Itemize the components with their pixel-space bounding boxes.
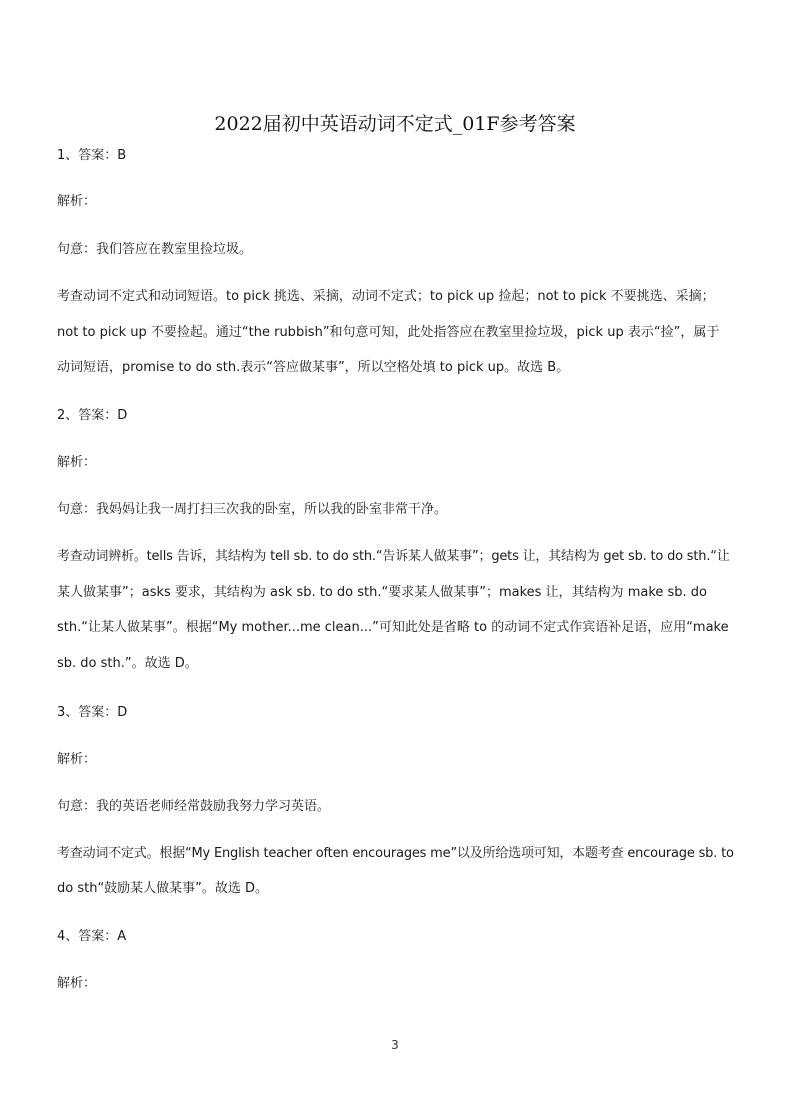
explanation-1-line-1: 考查动词不定式和动词短语。to pick 挑选、采摘，动词不定式；to pick up 捡起；not to pick 不要挑选、采摘； [57, 289, 715, 304]
meaning-1: 句意：我们答应在教室里捡垃圾。 [57, 242, 253, 257]
explanation-2-line-4: sb. do sth.”。故选 D。 [57, 656, 198, 671]
answer-line-1: 1、答案：B [57, 148, 127, 163]
answer-line-4: 4、答案：A [57, 929, 127, 944]
explanation-2-line-2: 某人做某事”；asks 要求，其结构为 ask sb. to do sth.“要求某人做某事”；makes 让，其结构为 make sb. do [57, 585, 708, 600]
answer-line-3: 3、答案：D [57, 705, 128, 720]
explanation-2-line-1: 考查动词辨析。tells 告诉，其结构为 tell sb. to do sth.“告诉某人做某事”；gets 让，其结构为 get sb. to do sth.“让 [57, 549, 730, 564]
analysis-label-2: 解析： [57, 455, 97, 470]
explanation-1-line-3: 动词短语，promise to do sth.表示“答应做某事”，所以空格处填 to pick up。故选 B。 [57, 360, 570, 375]
explanation-3-line-2: do sth“鼓励某人做某事”。故选 D。 [57, 881, 269, 896]
meaning-3: 句意：我的英语老师经常鼓励我努力学习英语。 [57, 799, 331, 814]
explanation-1-line-2: not to pick up 不要捡起。通过“the rubbish”和句意可知，此处指答应在教室里捡垃圾，pick up 表示“捡”，属于 [57, 325, 720, 340]
analysis-label-3: 解析： [57, 752, 97, 767]
answer-line-2: 2、答案：D [57, 408, 128, 423]
document-title: 2022届初中英语动词不定式_01F参考答案 [214, 113, 576, 135]
explanation-2-line-3: sth.“让某人做某事”。根据“My mother...me clean...”可知此处是省略 to 的动词不定式作宾语补足语，应用“make [57, 620, 729, 635]
meaning-2: 句意：我妈妈让我一周打扫三次我的卧室，所以我的卧室非常干净。 [57, 502, 448, 517]
analysis-label-4: 解析： [57, 976, 97, 991]
explanation-3-line-1: 考查动词不定式。根据“My English teacher often encourages me”以及所给选项可知，本题考查 encourage sb. to [57, 846, 734, 861]
page-number: 3 [391, 1038, 399, 1052]
analysis-label-1: 解析： [57, 194, 97, 209]
